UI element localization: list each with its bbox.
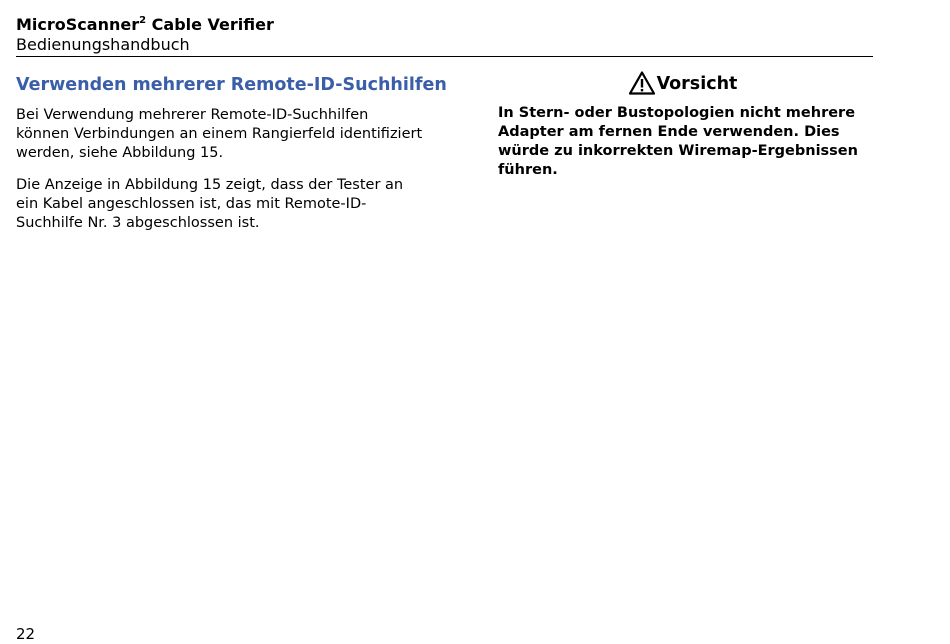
body-paragraph-1: Bei Verwendung mehrerer Remote-ID-Suchhilfen können Verbindungen an einem Rangierfeld identifiziert werden, siehe Abbildung 15. [16, 107, 423, 161]
caution-text: In Stern- oder Bustopologien nicht mehrere Adapter am fernen Ende verwenden. Dies würde zu inkorrekten Wiremap-Ergebnissen führen. [498, 105, 858, 178]
caution-heading-text: Vorsicht [656, 74, 738, 94]
main-column [16, 73, 447, 246]
header-divider [16, 56, 873, 57]
product-suffix: Cable Verifier [146, 15, 274, 34]
manual-title: Bedienungshandbuch [16, 35, 190, 54]
product-superscript: 2 [139, 15, 147, 26]
caution-box [498, 70, 858, 180]
page-header [16, 11, 274, 55]
body-paragraph-2: Die Anzeige in Abbildung 15 zeigt, dass der Tester an ein Kabel angeschlossen ist, das mit Remote-ID-Suchhilfe Nr. 3 abgeschlossen ist. [16, 177, 404, 231]
page-number: 22 [16, 625, 36, 643]
caution-heading [498, 70, 868, 98]
warning-triangle-icon [629, 71, 655, 95]
product-title [16, 11, 274, 35]
product-name: MicroScanner [16, 15, 140, 34]
section-title: Verwenden mehrerer Remote-ID-Suchhilfen [16, 75, 447, 95]
